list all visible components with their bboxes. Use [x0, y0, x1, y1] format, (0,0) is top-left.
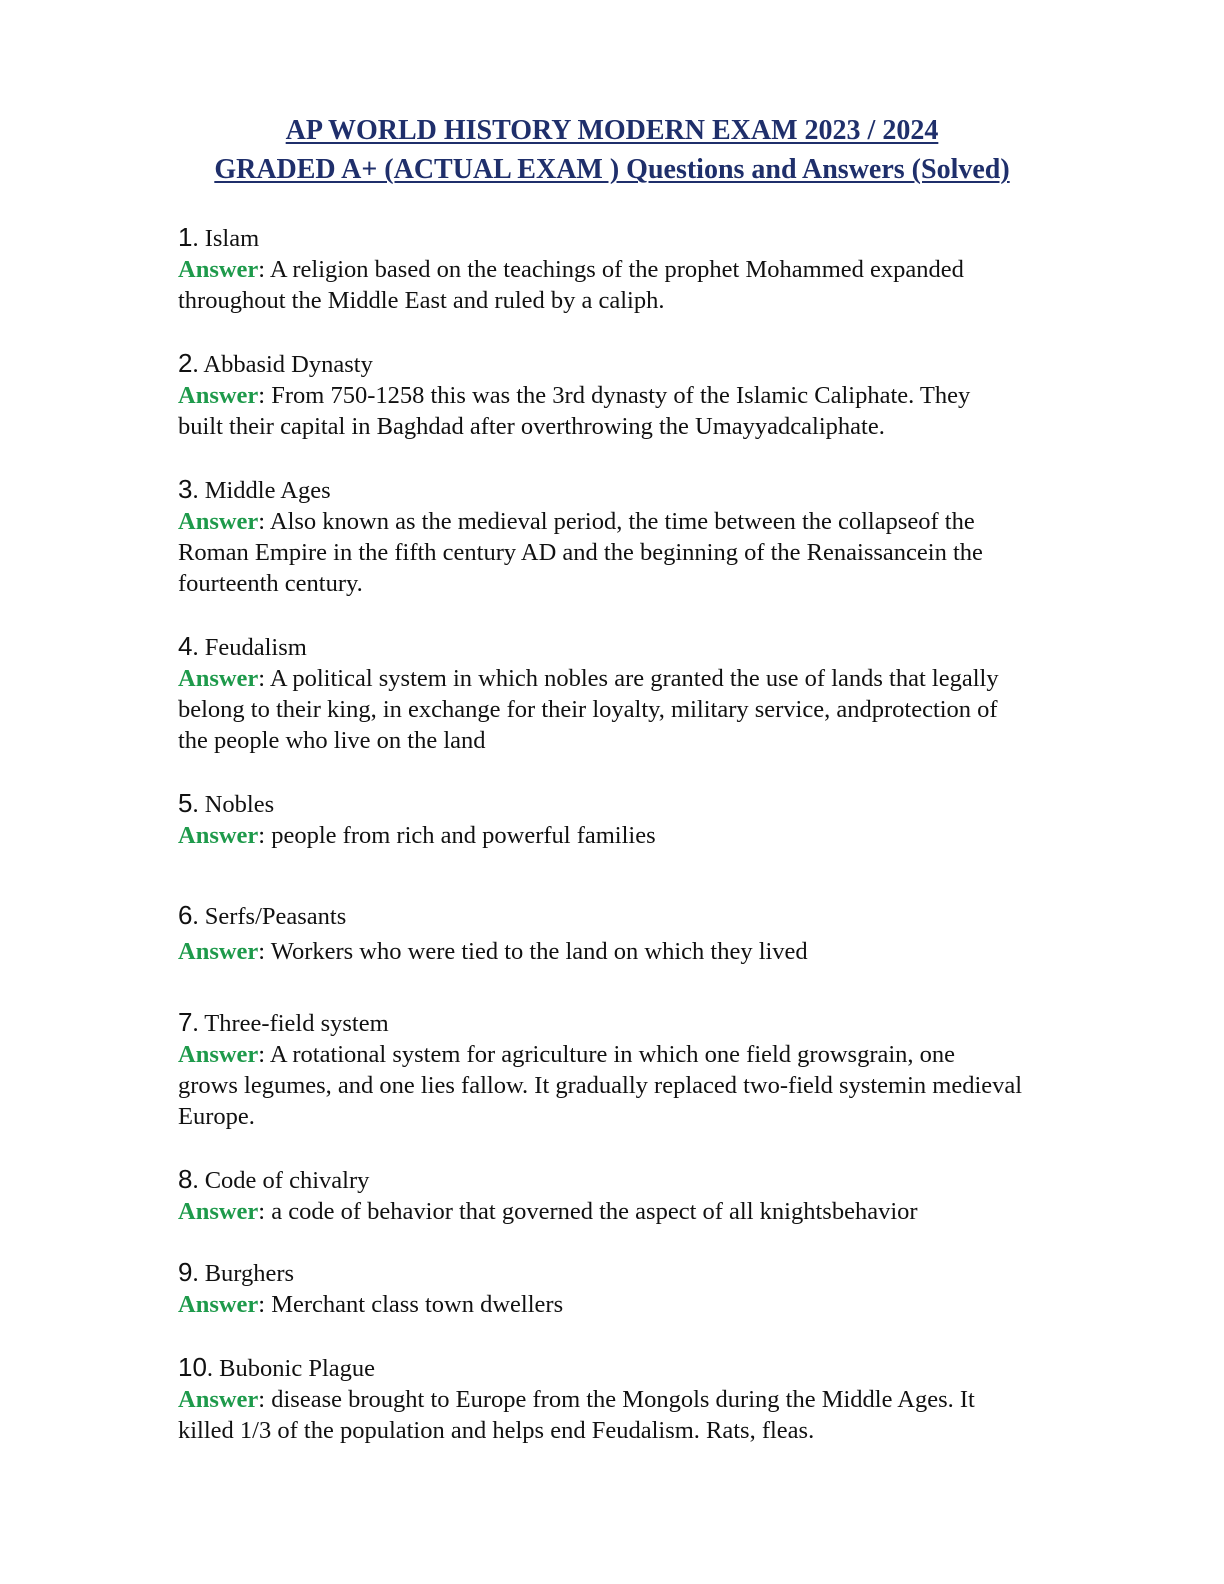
question-term: Three-field system	[204, 1010, 389, 1037]
question-number: 1	[178, 222, 193, 252]
question-line: 7. Three-field system	[178, 1007, 389, 1037]
answer-line: Answer: Merchant class town dwellers	[178, 1291, 564, 1318]
question-line: 10. Bubonic Plague	[178, 1352, 376, 1382]
qa-item	[178, 900, 1138, 967]
answer-text: belong to their king, in exchange for their loyalty, military service, andprotection of	[178, 696, 998, 723]
question-number: 7	[178, 1007, 193, 1037]
question-number: 8	[178, 1164, 193, 1194]
answer-text: built their capital in Baghdad after overthrowing the Umayyadcaliphate.	[178, 413, 885, 440]
answer-line	[178, 694, 1138, 725]
answer-line	[178, 1101, 1138, 1132]
question-number: 4	[178, 631, 193, 661]
answer-label: Answer	[178, 1291, 259, 1318]
question-term: Islam	[204, 225, 260, 252]
question-term: Feudalism	[204, 634, 307, 661]
qa-item	[178, 1257, 1138, 1320]
question-term: Code of chivalry	[204, 1167, 370, 1194]
answer-text: Europe.	[178, 1103, 255, 1130]
question-term: Nobles	[204, 791, 275, 818]
question-number: 9	[178, 1257, 193, 1287]
question-line: 2. Abbasid Dynasty	[178, 348, 373, 378]
question-term: Abbasid Dynasty	[203, 351, 373, 378]
document-title-line-1: AP WORLD HISTORY MODERN EXAM 2023 / 2024	[285, 115, 939, 146]
question-number: 6	[178, 900, 193, 930]
answer-line: Answer: Workers who were tied to the land on which they lived	[178, 938, 808, 965]
answer-line	[178, 1070, 1138, 1101]
qa-item	[178, 788, 1138, 851]
answer-line: Answer: A rotational system for agriculture in which one field growsgrain, one	[178, 1041, 956, 1068]
answer-line	[178, 537, 1138, 568]
answer-line	[178, 568, 1138, 599]
question-line: 1. Islam	[178, 222, 260, 252]
question-line: 5. Nobles	[178, 788, 275, 818]
answer-line	[178, 725, 1138, 756]
answer-text: Merchant class town dwellers	[271, 1291, 564, 1318]
qa-item	[178, 222, 1138, 316]
qa-item	[178, 348, 1138, 442]
answer-label: Answer	[178, 382, 259, 409]
answer-text: A rotational system for agriculture in which one field growsgrain, one	[269, 1041, 956, 1068]
qa-item	[178, 1352, 1138, 1446]
answer-text: Roman Empire in the fifth century AD and the beginning of the Renaissancein the	[178, 539, 983, 566]
question-term: Burghers	[204, 1260, 295, 1287]
question-line: 6. Serfs/Peasants	[178, 900, 347, 930]
answer-text: killed 1/3 of the population and helps end Feudalism. Rats, fleas.	[178, 1417, 815, 1444]
answer-text: grows legumes, and one lies fallow. It gradually replaced two-field systemin medieval	[178, 1072, 1023, 1099]
answer-line	[178, 285, 1138, 316]
question-term: Bubonic Plague	[219, 1355, 376, 1382]
question-line: 3. Middle Ages	[178, 474, 331, 504]
answer-text: Workers who were tied to the land on which they lived	[270, 938, 808, 965]
answer-text: the people who live on the land	[178, 727, 486, 754]
answer-line: Answer: A political system in which nobles are granted the use of lands that legally	[178, 665, 999, 692]
qa-item	[178, 1164, 1138, 1227]
answer-text: A political system in which nobles are granted the use of lands that legally	[269, 665, 999, 692]
answer-text: disease brought to Europe from the Mongols during the Middle Ages. It	[271, 1386, 975, 1413]
qa-item	[178, 631, 1138, 756]
answer-line: Answer: A religion based on the teachings of the prophet Mohammed expanded	[178, 256, 964, 283]
qa-item	[178, 474, 1138, 599]
answer-text: people from rich and powerful families	[271, 822, 656, 849]
question-line: 8. Code of chivalry	[178, 1164, 370, 1194]
answer-line: Answer: From 750-1258 this was the 3rd dynasty of the Islamic Caliphate. They	[178, 382, 971, 409]
answer-label: Answer	[178, 822, 259, 849]
question-number: 5	[178, 788, 193, 818]
answer-label: Answer	[178, 256, 259, 283]
question-line: 9. Burghers	[178, 1257, 295, 1287]
question-number: 3	[178, 474, 193, 504]
answer-label: Answer	[178, 1041, 259, 1068]
question-number: 2	[178, 348, 193, 378]
answer-label: Answer	[178, 665, 259, 692]
answer-label: Answer	[178, 938, 259, 965]
answer-text: Also known as the medieval period, the time between the collapseof the	[269, 508, 975, 535]
answer-label: Answer	[178, 508, 259, 535]
question-term: Middle Ages	[204, 477, 331, 504]
answer-text: From 750-1258 this was the 3rd dynasty of the Islamic Caliphate. They	[271, 382, 971, 409]
answer-line: Answer: a code of behavior that governed the aspect of all knightsbehavior	[178, 1198, 918, 1225]
answer-line: Answer: people from rich and powerful families	[178, 822, 656, 849]
answer-line: Answer: disease brought to Europe from the Mongols during the Middle Ages. It	[178, 1386, 975, 1413]
answer-label: Answer	[178, 1386, 259, 1413]
qa-item	[178, 1007, 1138, 1132]
answer-line: Answer: Also known as the medieval period, the time between the collapseof the	[178, 508, 975, 535]
answer-text: a code of behavior that governed the aspect of all knightsbehavior	[271, 1198, 918, 1225]
answer-line	[178, 411, 1138, 442]
answer-label: Answer	[178, 1198, 259, 1225]
answer-text: fourteenth century.	[178, 570, 363, 597]
answer-line	[178, 1415, 1138, 1446]
answer-text: A religion based on the teachings of the prophet Mohammed expanded	[269, 256, 964, 283]
document-title-line-2: GRADED A+ (ACTUAL EXAM ) Questions and Answers (Solved)	[214, 154, 1010, 185]
question-number: 10	[178, 1352, 207, 1382]
answer-text: throughout the Middle East and ruled by a caliph.	[178, 287, 665, 314]
question-term: Serfs/Peasants	[204, 903, 347, 930]
question-line: 4. Feudalism	[178, 631, 307, 661]
